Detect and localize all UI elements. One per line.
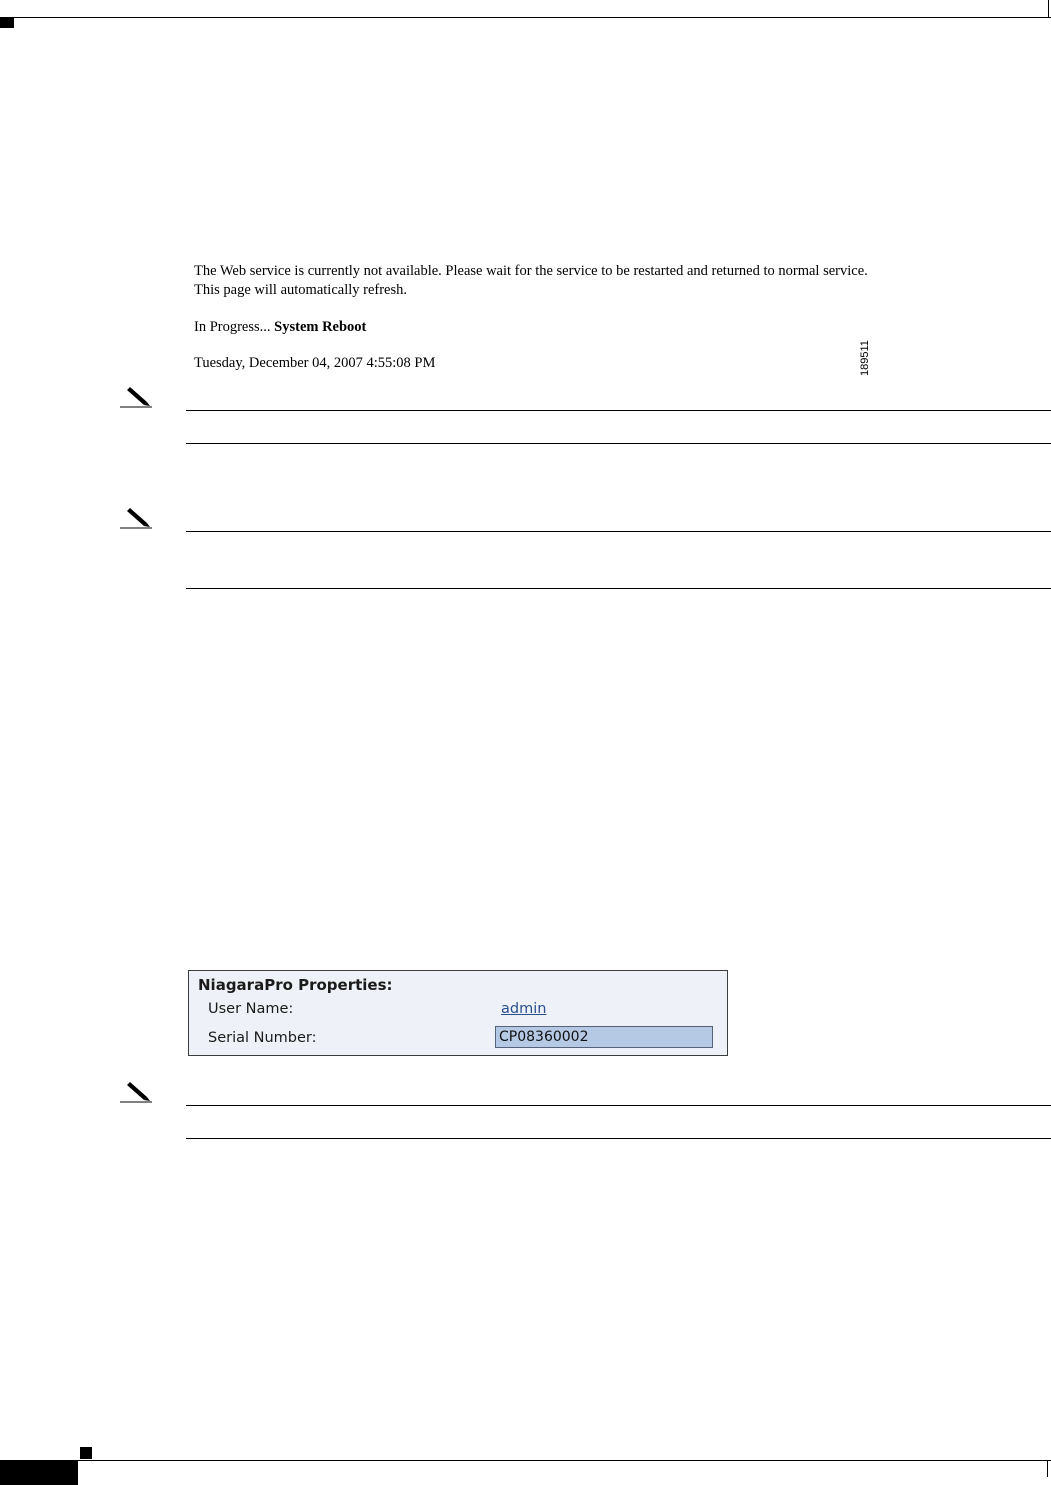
pencil-note-icon <box>119 386 153 408</box>
pencil-note-icon <box>119 1081 153 1103</box>
reboot-status <box>194 318 366 337</box>
footer-rule <box>0 1460 1051 1461</box>
header-corner-tick <box>1048 0 1049 18</box>
header-corner-block <box>0 18 14 28</box>
niagarapro-properties-panel <box>188 970 728 1056</box>
note-top-rule <box>186 1105 1051 1106</box>
figure-id: 189511 <box>859 340 871 376</box>
serial-number-field[interactable]: CP08360002 <box>495 1026 713 1048</box>
reboot-status-value: System Reboot <box>274 319 367 335</box>
note-top-rule <box>186 410 1051 411</box>
reboot-message-line1: The Web service is currently not available. Please wait for the service to be restarted and returned to normal service. <box>194 263 868 279</box>
reboot-status-prefix: In Progress... <box>194 319 271 335</box>
panel-title: NiagaraPro Properties: <box>198 976 393 994</box>
footer-page-block <box>0 1461 78 1485</box>
footer-corner-tick <box>1047 1461 1048 1477</box>
note-top-rule <box>186 531 1051 532</box>
serial-number-label: Serial Number: <box>208 1030 317 1046</box>
pencil-note-icon <box>119 507 153 529</box>
footer-marker <box>80 1447 92 1459</box>
note-bottom-rule <box>186 443 1051 444</box>
reboot-timestamp: Tuesday, December 04, 2007 4:55:08 PM <box>194 355 436 371</box>
header-rule <box>0 17 1051 18</box>
note-bottom-rule <box>186 1138 1051 1139</box>
user-name-link[interactable]: admin <box>501 1001 547 1017</box>
reboot-message-line2: This page will automatically refresh. <box>194 282 407 298</box>
note-bottom-rule <box>186 588 1051 589</box>
user-name-label: User Name: <box>208 1001 294 1017</box>
